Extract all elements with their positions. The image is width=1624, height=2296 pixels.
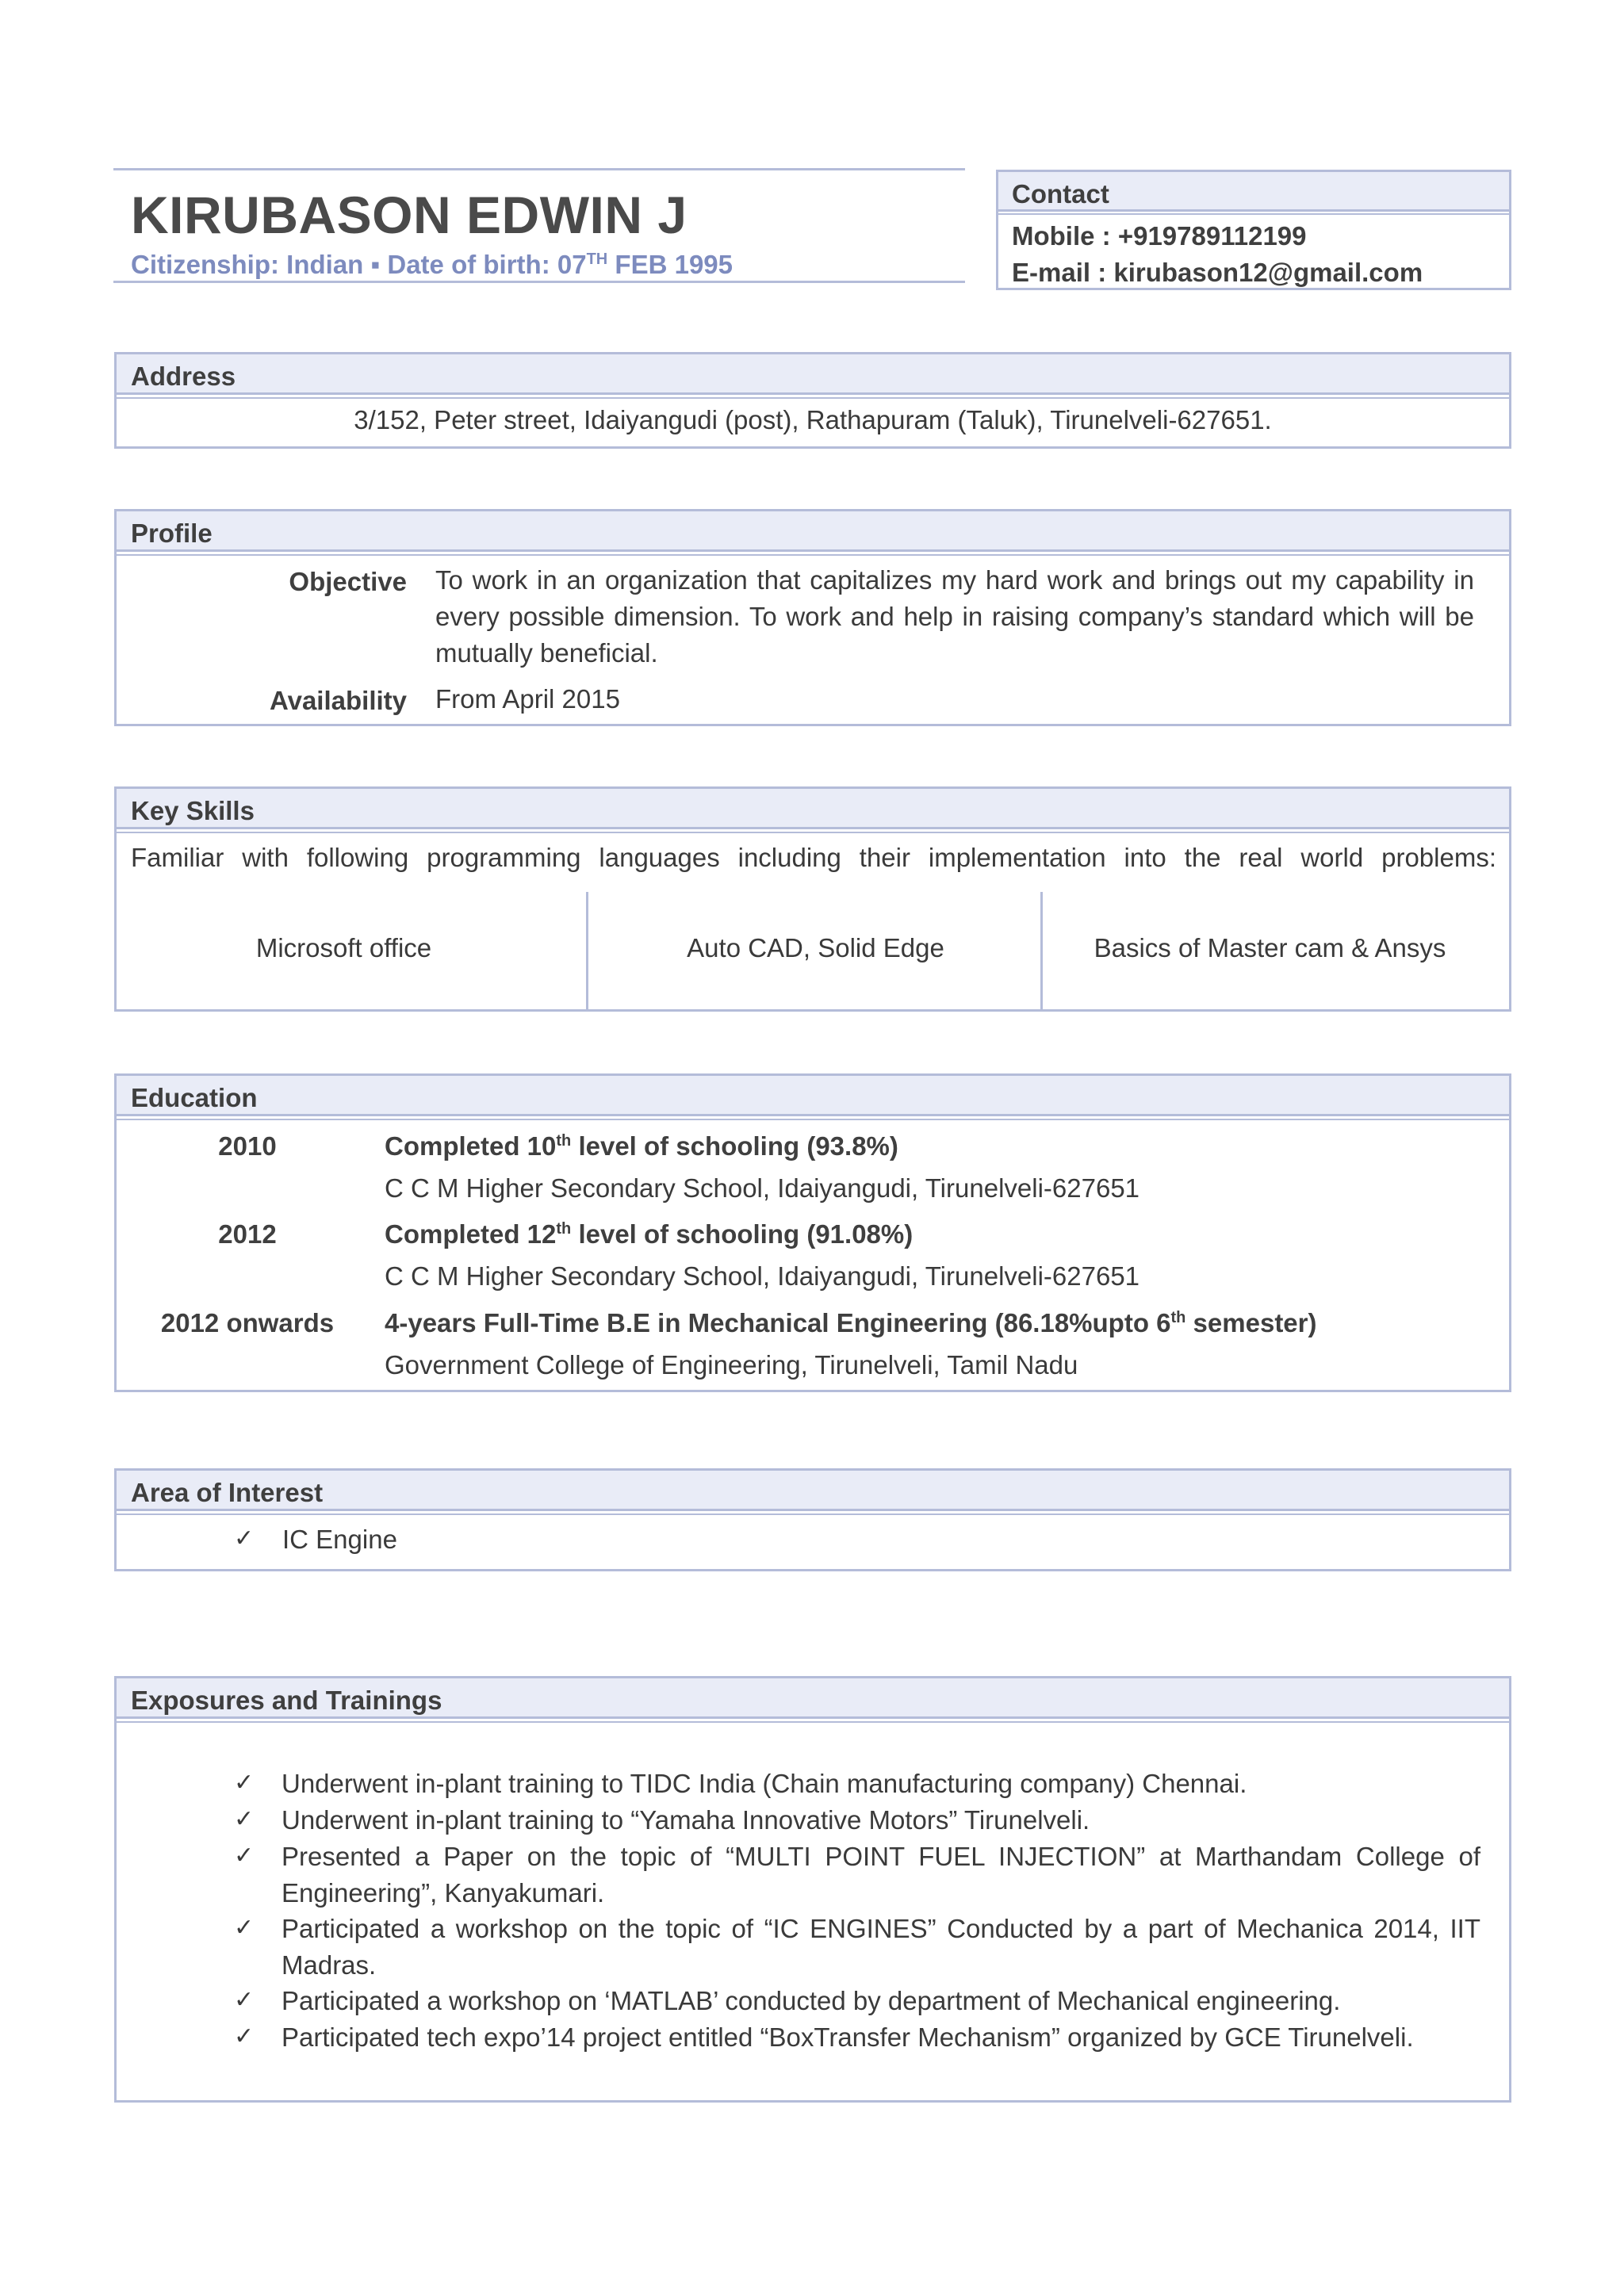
address-section: [114, 352, 1511, 449]
skills-intro: Familiar with following programming languages including their implementation into the real world problems:: [131, 843, 1496, 872]
training-item: Participated a workshop on the topic of “IC ENGINES” Conducted by a part of Mechanica 2014, IIT Madras.: [282, 1914, 1480, 1980]
check-icon: ✓: [234, 1525, 255, 1552]
objective-label: Objective: [289, 567, 407, 596]
skill-item: Basics of Master cam & Ansys: [1094, 933, 1446, 962]
trainings-title: Exposures and Trainings: [117, 1678, 1509, 1719]
interest-section: [114, 1468, 1511, 1571]
training-item: Participated a workshop on ‘MATLAB’ conducted by department of Mechanical engineering.: [282, 1986, 1341, 2015]
education-school: C C M Higher Secondary School, Idaiyangudi, Tirunelveli-627651: [385, 1261, 1140, 1291]
education-section: [114, 1073, 1511, 1392]
contact-title: Contact: [998, 172, 1509, 212]
education-year: 2012: [218, 1219, 277, 1249]
contact-mobile: Mobile : +919789112199: [1012, 221, 1307, 251]
education-title-line: Completed 10th level of schooling (93.8%): [385, 1131, 898, 1161]
training-item: Underwent in-plant training to TIDC India (Chain manufacturing company) Chennai.: [282, 1769, 1247, 1798]
check-icon: ✓: [234, 1806, 255, 1832]
check-icon: ✓: [234, 1915, 255, 1941]
education-year: 2012 onwards: [160, 1308, 335, 1337]
profile-section: [114, 509, 1511, 726]
check-icon: ✓: [234, 1843, 255, 1869]
education-school: C C M Higher Secondary School, Idaiyangudi, Tirunelveli-627651: [385, 1173, 1140, 1203]
dob: Date of birth: 07TH FEB 1995: [387, 250, 733, 279]
education-title: Education: [117, 1076, 1509, 1116]
address-text: 3/152, Peter street, Idaiyangudi (post), Rathapuram (Taluk), Tirunelveli-627651.: [354, 405, 1272, 434]
education-title-line: 4-years Full-Time B.E in Mechanical Engineering (86.18%upto 6th semester): [385, 1308, 1317, 1337]
availability-text: From April 2015: [435, 684, 620, 714]
education-year: 2010: [218, 1131, 277, 1161]
skills-title: Key Skills: [117, 789, 1509, 829]
name-block: [113, 168, 965, 283]
availability-label: Availability: [269, 686, 407, 715]
skill-item: Microsoft office: [255, 933, 432, 962]
separator: ▪: [370, 250, 381, 279]
objective-text: To work in an organization that capitalizes my hard work and brings out my capability in every possible dimension. To work and help in raising company’s standard which will be mutually beneficial.: [435, 565, 1474, 668]
check-icon: ✓: [234, 1987, 255, 2013]
interest-title: Area of Interest: [117, 1471, 1509, 1511]
contact-email[interactable]: E-mail : kirubason12@gmail.com: [1012, 258, 1423, 287]
profile-title: Profile: [117, 511, 1509, 552]
training-item: Presented a Paper on the topic of “MULTI POINT FUEL INJECTION” at Marthandam College of Engineering”, Kanyakumari.: [282, 1842, 1480, 1908]
check-icon: ✓: [234, 1770, 255, 1796]
skill-item: Auto CAD, Solid Edge: [687, 933, 944, 962]
trainings-section: [114, 1676, 1511, 2103]
citizenship: Citizenship: Indian: [131, 250, 364, 279]
skills-section: [114, 786, 1511, 1012]
education-title-line: Completed 12th level of schooling (91.08%): [385, 1219, 914, 1249]
candidate-name: KIRUBASON EDWIN J: [131, 186, 688, 244]
address-title: Address: [117, 354, 1509, 395]
check-icon: ✓: [234, 2023, 255, 2049]
training-item: Participated tech expo’14 project entitled “BoxTransfer Mechanism” organized by GCE Tirunelveli.: [282, 2022, 1414, 2052]
contact-box: [996, 170, 1511, 290]
education-school: Government College of Engineering, Tirunelveli, Tamil Nadu: [385, 1350, 1078, 1380]
training-item: Underwent in-plant training to “Yamaha Innovative Motors” Tirunelveli.: [282, 1805, 1090, 1835]
interest-item: IC Engine: [282, 1525, 397, 1554]
personal-details: [131, 250, 733, 280]
